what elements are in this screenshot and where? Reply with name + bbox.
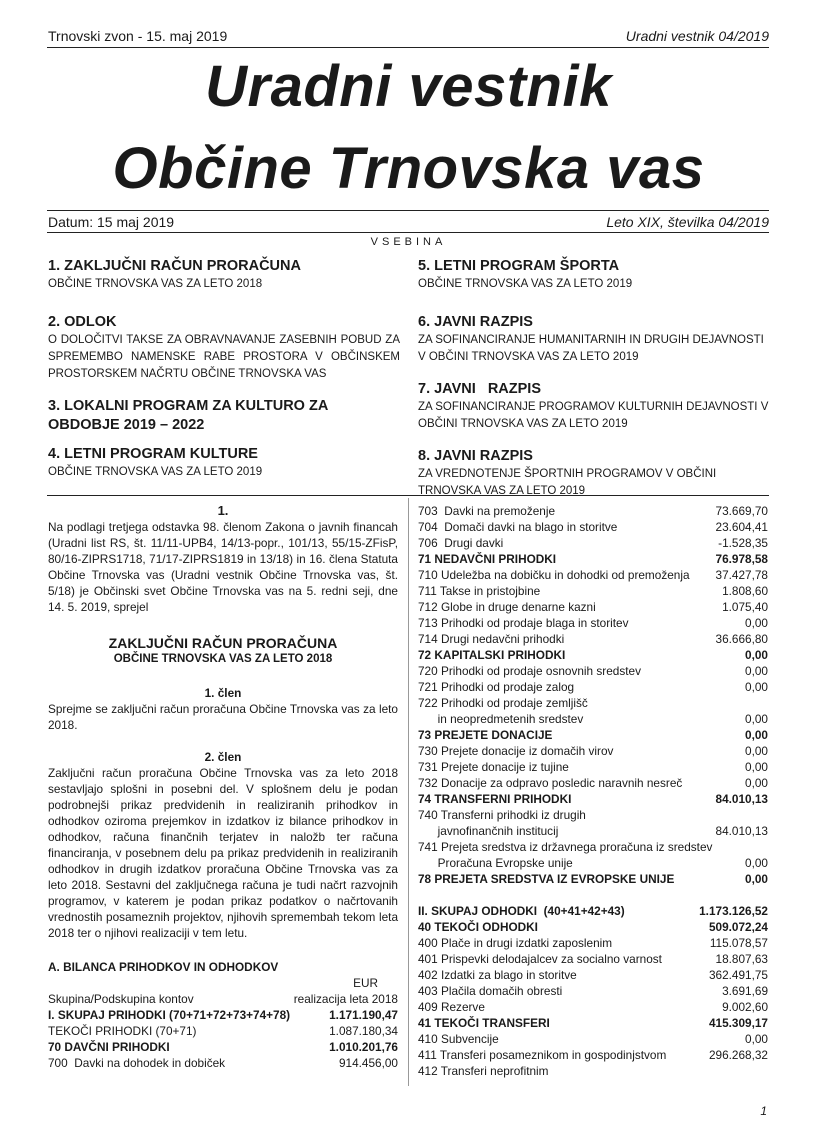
row-label: 703 Davki na premoženje bbox=[418, 504, 556, 518]
row-label: 722 Prihodki od prodaje zemljišč bbox=[418, 696, 588, 710]
table-row bbox=[418, 503, 768, 519]
table-row bbox=[48, 1055, 398, 1071]
toc-heading: 8. JAVNI RAZPIS bbox=[418, 448, 533, 464]
body-right bbox=[418, 503, 768, 1079]
row-label: 400 Plače in drugi izdatki zaposlenim bbox=[418, 936, 613, 950]
table-row bbox=[418, 807, 768, 823]
issue-number: Leto XIX, številka 04/2019 bbox=[606, 214, 769, 230]
row-label: 71 NEDAVČNI PRIHODKI bbox=[418, 552, 557, 566]
row-value: 0,00 bbox=[745, 1032, 768, 1046]
row-value: 84.010,13 bbox=[715, 792, 768, 806]
table-row bbox=[418, 967, 768, 983]
row-value: 115.078,57 bbox=[709, 936, 768, 950]
table-row bbox=[418, 983, 768, 999]
row-value: 296.268,32 bbox=[708, 1048, 768, 1062]
row-label: javnofinančnih institucij bbox=[418, 824, 559, 838]
row-value: 0,00 bbox=[745, 872, 768, 886]
row-label: 706 Drugi davki bbox=[418, 536, 504, 550]
row-label: 730 Prejete donacije iz domačih virov bbox=[418, 744, 614, 758]
row-label: 412 Transferi neprofitnim bbox=[418, 1064, 549, 1078]
table-row bbox=[418, 551, 768, 567]
toc-subtitle: O DOLOČITVI TAKSE ZA OBRAVNAVANJE ZASEBNIH POBUD ZA SPREMEMBO NAMENSKE RABE PROSTORA V OBČINSKEM PROSTORSKEM NAČRTU OBČINE TRNOVSKA VAS bbox=[48, 334, 400, 380]
contents-label: VSEBINA bbox=[370, 236, 447, 248]
clen-1-text: Sprejme se zaključni račun proračuna Občine Trnovska vas za leto 2018. bbox=[48, 702, 398, 732]
row-label: 714 Drugi nedavčni prihodki bbox=[418, 632, 565, 646]
toc-heading: 4. LETNI PROGRAM KULTURE bbox=[48, 446, 258, 462]
toc-heading: 3. LOKALNI PROGRAM ZA KULTURO ZA OBDOBJE 2019 – 2022 bbox=[48, 398, 328, 433]
table-row bbox=[418, 791, 768, 807]
toc-subtitle: OBČINE TRNOVSKA VAS ZA LETO 2019 bbox=[48, 466, 263, 478]
toc-right bbox=[418, 257, 770, 500]
currency-label: EUR bbox=[353, 976, 378, 990]
intro-paragraph: Na podlagi tretjega odstavka 98. členom Zakona o javnih financah (Uradni list RS, št. 11/11-UPB4, 14/13-popr., 101/13, 55/15-ZFisP, 80/16-ZIPRS1718, 71/17-ZIPRS1819 in 13/18) in 16. člena Statuta Občine Trnovska vas (Uradni vestnik Občine Trnovska vas, št. 5/18) je Občinski svet Občine Trnovska vas na 5. redni seji, dne 14. 5. 2019, sprejel bbox=[48, 520, 398, 614]
toc-left bbox=[48, 257, 400, 481]
clen-2-text: Zaključni račun proračuna Občine Trnovska vas za leto 2018 sestavljajo splošni in posebni del. V splošnem delu je podan podrobnejši prikaz predvidenih in realiziranih prihodkov in odhodkov oziroma prejemkov in izdatkov iz bilance prihodkov in odhodkov, računa finančnih terjatev in naložb ter računa financiranja, v posebnem delu pa prikaz predvidenih in realiziranih odhodkov in drugih izdatkov proračuna Občine Trnovska vas za leto 2018. Sestavni del zaključnega računa je tudi načrt razvojnih programov, v katerem je podan prikaz podatkov o načrtovanih vrednostih posameznih projektov, njihovih spremembah tekom leta 2018 ter o njihovi realizaciji v tem letu. bbox=[48, 766, 398, 940]
row-label: 741 Prejeta sredstva iz državnega proračuna iz sredstev bbox=[418, 840, 713, 854]
row-value: 18.807,63 bbox=[715, 952, 768, 966]
table-row bbox=[48, 1039, 398, 1055]
table-row bbox=[418, 615, 768, 631]
issue-date: Datum: 15 maj 2019 bbox=[48, 214, 175, 230]
row-label: 700 Davki na dohodek in dobiček bbox=[48, 1056, 226, 1070]
table-row bbox=[48, 1023, 398, 1039]
row-value: 0,00 bbox=[745, 664, 768, 678]
table-row bbox=[418, 1047, 768, 1063]
toc-item bbox=[48, 313, 400, 383]
row-label: 403 Plačila domačih obresti bbox=[418, 984, 563, 998]
table-row bbox=[418, 823, 768, 839]
table-row bbox=[418, 599, 768, 615]
table-row bbox=[418, 887, 768, 903]
row-value: 362.491,75 bbox=[708, 968, 768, 982]
bilanca-title: A. BILANCA PRIHODKOV IN ODHODKOV bbox=[48, 960, 279, 974]
toc-heading: 7. JAVNI RAZPIS bbox=[418, 381, 542, 397]
table-row bbox=[418, 999, 768, 1015]
table-row bbox=[418, 631, 768, 647]
row-label: 402 Izdatki za blago in storitve bbox=[418, 968, 577, 982]
row-value: 0,00 bbox=[745, 776, 768, 790]
table-row bbox=[418, 679, 768, 695]
row-value: 914.456,00 bbox=[338, 1056, 398, 1070]
row-label: 70 DAVČNI PRIHODKI bbox=[48, 1040, 170, 1054]
table-row bbox=[418, 951, 768, 967]
toc-subtitle: ZA SOFINANCIRANJE HUMANITARNIH IN DRUGIH DEJAVNOSTI V OBČINI TRNOVSKA VAS ZA LETO 2019 bbox=[418, 334, 764, 363]
row-label: 713 Prihodki od prodaje blaga in storitev bbox=[418, 616, 629, 630]
table-row bbox=[418, 647, 768, 663]
toc-item bbox=[418, 257, 770, 293]
table-header-left: Skupina/Podskupina kontov bbox=[48, 992, 194, 1006]
row-label: I. SKUPAJ PRIHODKI (70+71+72+73+74+78) bbox=[48, 1008, 291, 1022]
row-value: 509.072,24 bbox=[708, 920, 768, 934]
row-label: 740 Transferni prihodki iz drugih bbox=[418, 808, 586, 822]
toc-heading: 5. LETNI PROGRAM ŠPORTA bbox=[418, 258, 620, 274]
row-label: 410 Subvencije bbox=[418, 1032, 499, 1046]
row-label: in neopredmetenih sredstev bbox=[418, 712, 584, 726]
toc-subtitle: OBČINE TRNOVSKA VAS ZA LETO 2018 bbox=[48, 278, 263, 290]
toc-heading: 1. ZAKLJUČNI RAČUN PRORAČUNA bbox=[48, 258, 301, 274]
divider bbox=[47, 47, 769, 48]
page-title: Uradni vestnik bbox=[205, 54, 612, 119]
row-value: 0,00 bbox=[745, 760, 768, 774]
row-label: 411 Transferi posameznikom in gospodinjstvom bbox=[418, 1048, 667, 1062]
page-title-line2: Občine Trnovska vas bbox=[112, 136, 705, 201]
table-row bbox=[48, 1007, 398, 1023]
row-value: 0,00 bbox=[745, 616, 768, 630]
page-number: 1 bbox=[760, 1104, 767, 1118]
table-row bbox=[418, 839, 768, 855]
row-label: 711 Takse in pristojbine bbox=[418, 584, 541, 598]
table-header bbox=[48, 991, 398, 1007]
table-row bbox=[418, 583, 768, 599]
table-row bbox=[418, 695, 768, 711]
table-row bbox=[418, 1063, 768, 1079]
row-value: 0,00 bbox=[745, 728, 768, 742]
table-row bbox=[418, 519, 768, 535]
row-label: 710 Udeležba na dobičku in dohodki od premoženja bbox=[418, 568, 690, 582]
row-label: 41 TEKOČI TRANSFERI bbox=[418, 1016, 550, 1030]
row-value: 1.173.126,52 bbox=[699, 904, 768, 918]
table-row bbox=[418, 855, 768, 871]
row-label: 72 KAPITALSKI PRIHODKI bbox=[418, 648, 566, 662]
column-divider bbox=[408, 498, 409, 1086]
divider bbox=[47, 210, 769, 211]
row-label: 78 PREJETA SREDSTVA IZ EVROPSKE UNIJE bbox=[418, 872, 675, 886]
bilanca-rows-right bbox=[418, 503, 768, 1079]
table-row bbox=[418, 711, 768, 727]
row-label: 409 Rezerve bbox=[418, 1000, 485, 1014]
row-label: 401 Prispevki delodajalcev za socialno varnost bbox=[418, 952, 662, 966]
divider bbox=[47, 495, 769, 496]
table-row bbox=[418, 743, 768, 759]
row-value: 415.309,17 bbox=[708, 1016, 768, 1030]
table-row bbox=[418, 727, 768, 743]
table-row bbox=[418, 871, 768, 887]
row-value: 0,00 bbox=[745, 712, 768, 726]
row-value: 9.002,60 bbox=[722, 1000, 768, 1014]
header-left: Trnovski zvon - 15. maj 2019 bbox=[48, 28, 228, 44]
header-right: Uradni vestnik 04/2019 bbox=[625, 28, 769, 44]
toc-item bbox=[418, 380, 770, 433]
row-value: 1.010.201,76 bbox=[329, 1040, 398, 1054]
row-value: 76.978,58 bbox=[715, 552, 768, 566]
row-value: 1.808,60 bbox=[722, 584, 768, 598]
row-label: 74 TRANSFERNI PRIHODKI bbox=[418, 792, 572, 806]
row-label: 720 Prihodki od prodaje osnovnih sredstev bbox=[418, 664, 641, 678]
toc-item bbox=[418, 447, 770, 500]
table-row bbox=[418, 775, 768, 791]
row-label: Proračuna Evropske unije bbox=[418, 856, 573, 870]
toc-subtitle: ZA VREDNOTENJE ŠPORTNIH PROGRAMOV V OBČINI TRNOVSKA VAS ZA LETO 2019 bbox=[418, 468, 717, 497]
table-row bbox=[418, 567, 768, 583]
row-label: 73 PREJETE DONACIJE bbox=[418, 728, 553, 742]
row-value: 0,00 bbox=[745, 648, 768, 662]
row-value: 23.604,41 bbox=[715, 520, 768, 534]
row-value: 0,00 bbox=[745, 856, 768, 870]
clen-1-label: 1. člen bbox=[204, 686, 242, 700]
table-row bbox=[418, 759, 768, 775]
row-label: 40 TEKOČI ODHODKI bbox=[418, 920, 538, 934]
row-value: 0,00 bbox=[745, 744, 768, 758]
toc-heading: 6. JAVNI RAZPIS bbox=[418, 314, 533, 330]
row-value: -1.528,35 bbox=[718, 536, 768, 550]
row-label: TEKOČI PRIHODKI (70+71) bbox=[48, 1024, 197, 1038]
toc-item bbox=[418, 313, 770, 366]
row-value: 1.087.180,34 bbox=[329, 1024, 398, 1038]
toc-item bbox=[48, 257, 400, 293]
table-row bbox=[418, 535, 768, 551]
toc-subtitle: ZA SOFINANCIRANJE PROGRAMOV KULTURNIH DEJAVNOSTI V OBČINI TRNOVSKA VAS ZA LETO 2019 bbox=[418, 401, 769, 430]
table-row bbox=[418, 903, 768, 919]
document-title: ZAKLJUČNI RAČUN PRORAČUNA bbox=[108, 635, 338, 651]
row-value: 1.075,40 bbox=[722, 600, 768, 614]
toc-subtitle: OBČINE TRNOVSKA VAS ZA LETO 2019 bbox=[418, 278, 633, 290]
row-value: 73.669,70 bbox=[715, 504, 768, 518]
row-value: 1.171.190,47 bbox=[329, 1008, 398, 1022]
toc-heading: 2. ODLOK bbox=[48, 314, 117, 330]
toc-item bbox=[48, 397, 398, 435]
row-value: 0,00 bbox=[745, 680, 768, 694]
row-label: 732 Donacije za odpravo posledic naravnih nesreč bbox=[418, 776, 683, 790]
row-value: 36.666,80 bbox=[715, 632, 768, 646]
toc-item bbox=[48, 445, 400, 481]
table-row bbox=[418, 919, 768, 935]
row-label: 731 Prejete donacije iz tujine bbox=[418, 760, 569, 774]
table-row bbox=[418, 1015, 768, 1031]
row-value: 3.691,69 bbox=[722, 984, 768, 998]
body-left bbox=[48, 503, 398, 1071]
row-label: 704 Domači davki na blago in storitve bbox=[418, 520, 618, 534]
row-value: 84.010,13 bbox=[715, 824, 768, 838]
row-label: II. SKUPAJ ODHODKI (40+41+42+43) bbox=[418, 904, 625, 918]
table-row bbox=[418, 935, 768, 951]
document-subtitle: OBČINE TRNOVSKA VAS ZA LETO 2018 bbox=[113, 653, 333, 665]
row-label: 721 Prihodki od prodaje zalog bbox=[418, 680, 575, 694]
table-header-right: realizacija leta 2018 bbox=[293, 992, 398, 1006]
divider bbox=[47, 232, 769, 233]
section-number: 1. bbox=[217, 503, 229, 518]
row-label: 712 Globe in druge denarne kazni bbox=[418, 600, 596, 614]
clen-2-label: 2. člen bbox=[204, 750, 242, 764]
bilanca-rows-left bbox=[48, 1007, 398, 1071]
table-row bbox=[418, 663, 768, 679]
row-value: 37.427,78 bbox=[715, 568, 768, 582]
table-row bbox=[418, 1031, 768, 1047]
